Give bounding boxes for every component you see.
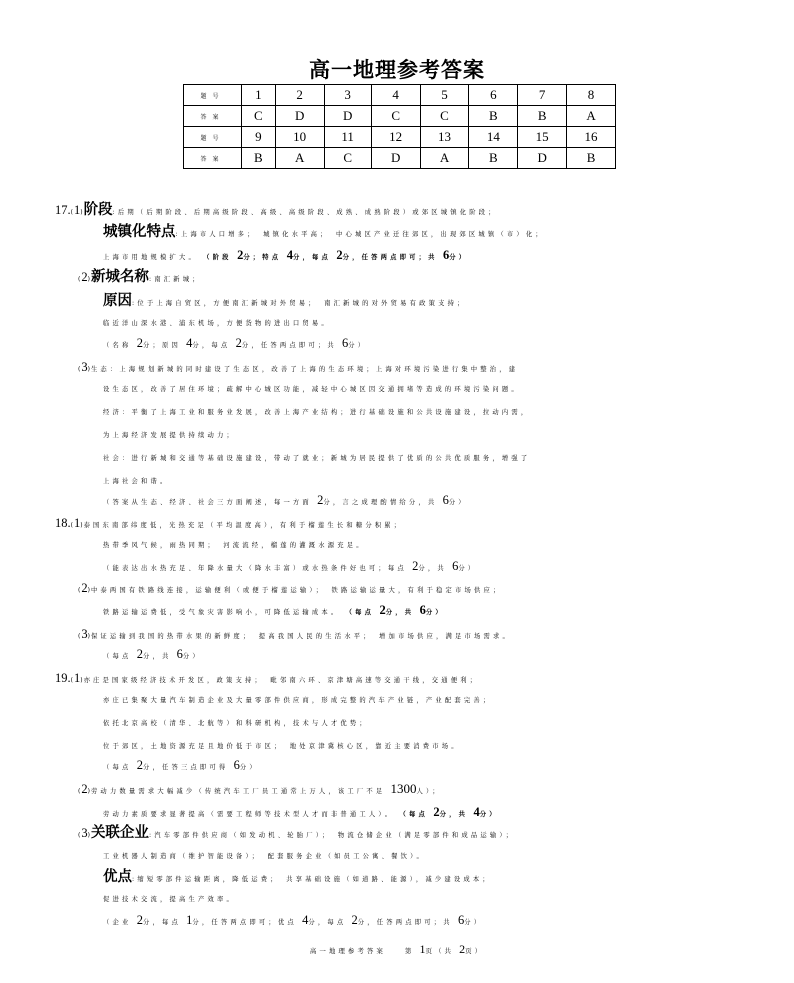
- answer-text: 热带季风气候，雨热同期； 河流流经，榴莲的灌溉水源充足。: [103, 542, 366, 549]
- page-footer: 高一地理参考答案 第 1页（共 2页）: [309, 942, 485, 956]
- score-note: （名称 2分；原因 4分，每点 2分，任答两点即可；共 6分）: [103, 336, 368, 350]
- answer-text: 工业机器人制造商（维护智能设备）； 配套服务企业（如员工公寓、餐饮）。: [103, 853, 426, 860]
- answer-cell: C: [371, 106, 420, 127]
- heading-urbanization: 城镇化特点: [103, 223, 176, 240]
- question-number: 14: [469, 127, 518, 148]
- answer-text: 铁路运输运费低，受气象灾害影响小，可降低运输成本。: [103, 609, 341, 616]
- answer-text: :缩短零部件运输距离，降低运费； 共享基础设施（如道路、能源），减少建设成本；: [132, 876, 492, 883]
- answer-cell: A: [275, 148, 324, 169]
- answer-text: 亦庄是国家级经济技术开发区，政策支持； 毗邻南六环、京津塘高速等交通干线，交通便利；: [83, 677, 480, 684]
- question-number-17: 17.: [55, 203, 71, 217]
- answer-cell: D: [518, 148, 567, 169]
- answer-text: 上海社会和谐。: [103, 478, 170, 485]
- answer-cell: B: [518, 106, 567, 127]
- question-number: 9: [242, 127, 276, 148]
- answer-cell: A: [567, 106, 616, 127]
- q19-p1-line1: 19.(1)亦庄是国家级经济技术开发区，政策支持； 毗邻南六环、京津塘高速等交通干线，交通便利；: [55, 671, 480, 685]
- answer-text: :汽车零部件供应商（如发动机、轮胎厂）； 物流仓储企业（满足零部件和成品运输）；: [148, 832, 516, 839]
- row-label-question: 题号: [184, 85, 242, 106]
- score-note: （每点 2分，共 4分）: [399, 805, 499, 819]
- answer-cell: D: [275, 106, 324, 127]
- question-number: 4: [371, 85, 420, 106]
- heading-related-companies: 关联企业: [90, 824, 149, 841]
- q19-p3-line3: [103, 870, 492, 887]
- answer-text: 人）；: [416, 788, 442, 795]
- row-label-answer: 答案: [184, 148, 242, 169]
- sub-question-label: 3: [81, 627, 88, 641]
- answer-text: 为上海经济发展提供持续动力；: [103, 432, 236, 439]
- answer-text: 依托北京高校（清华、北航等）和科研机构，技术与人才优势；: [103, 720, 369, 727]
- q17-p2-line3: [103, 317, 331, 331]
- score-note: （每点 2分，任答三点即可得 6分）: [103, 758, 259, 772]
- table-row: [184, 106, 616, 127]
- heading-stage: 阶段: [83, 201, 113, 218]
- question-number: 10: [275, 127, 324, 148]
- question-number-19: 19.: [55, 671, 71, 685]
- answer-text: 社会：进行新城和交通等基础设施建设，带动了就业；新城为居民提供了优质的公共优质服务，增强了: [103, 455, 531, 462]
- answer-cell: C: [242, 106, 276, 127]
- question-number: 5: [420, 85, 469, 106]
- sub-question-label: 1: [73, 203, 81, 217]
- question-number: 8: [567, 85, 616, 106]
- sub-question-label: 3: [81, 360, 88, 374]
- sub-question-label: 3: [81, 826, 88, 840]
- sub-question-label: 2: [81, 782, 88, 796]
- answer-text: 促进技术交流，提高生产效率。: [103, 896, 236, 903]
- answer-cell: B: [469, 106, 518, 127]
- question-number-18: 18.: [55, 516, 71, 530]
- answer-text: 临近洋山深水港、浦东机场，方便货物的进出口贸易。: [103, 320, 331, 327]
- answer-text: 上海市用地规模扩大。: [103, 254, 198, 261]
- question-number: 16: [567, 127, 616, 148]
- table-row: [184, 85, 616, 106]
- q18-p3-line1: (3)保证运输到我国的热带水果的新鲜度； 提高我国人民的生活水平； 增加市场供应，满足市场需求。: [78, 627, 512, 641]
- score-note: （阶段 2分；特点 4分，每点 2分，任答两点即可；共 6分）: [203, 248, 469, 262]
- answer-text: 亦庄已集聚大量汽车制造企业及大量零部件供应商，形成完整的汽车产业链，产业配套完善；: [103, 697, 493, 704]
- row-label-question: 题号: [184, 127, 242, 148]
- answer-text: 经济：平衡了上海工业和服务业发展，改善上海产业结构；进行基础设施和公共设施建设，拉动内需，: [103, 409, 531, 416]
- q17-p2-line1: (2)新城名称:南汇新城；: [78, 268, 202, 285]
- answer-cell: D: [324, 106, 371, 127]
- heading-new-city: 新城名称: [90, 268, 149, 285]
- answer-text: 设生态区，改善了居住环境；疏解中心城区功能，减轻中心城区因交通拥堵等造成的环境污染问题。: [103, 386, 521, 393]
- answer-text: 劳动力数量需求大幅减少（传统汽车工厂员工通常上万人，该工厂不足: [90, 788, 391, 795]
- question-number: 7: [518, 85, 567, 106]
- page-title: 高一地理参考答案: [309, 57, 485, 82]
- row-label-answer: 答案: [184, 106, 242, 127]
- q19-p2-line2: [103, 805, 499, 822]
- score-note: （企业 2分，每点 1分，任答两点即可；优点 4分，每点 2分，任答两点即可；共 6分）: [103, 913, 484, 927]
- answer-text: 保证运输到我国的热带水果的新鲜度； 提高我国人民的生活水平； 增加市场供应，满足市场需求。: [90, 633, 512, 640]
- score-note: （每点 2分，共 6分）: [345, 603, 445, 617]
- question-number: 13: [420, 127, 469, 148]
- score-note: （答案从生态、经济、社会三方面阐述，每一方面 2分，言之成理酌情给分，共 6分）: [103, 493, 468, 507]
- answer-cell: B: [242, 148, 276, 169]
- question-number: 11: [324, 127, 371, 148]
- q17-p1-line1: 17.(1)阶段:后期（后期阶段、后期高级阶段、高级、高级阶段、成熟、成熟阶段）或郊区城镇化阶段；: [55, 201, 498, 218]
- score-note: （能表达出水热充足、年降水量大（降水丰富）或水热条件好也可；每点 2分，共 6分）: [103, 559, 478, 573]
- q19-p3-line1: (3)关联企业:汽车零部件供应商（如发动机、轮胎厂）； 物流仓储企业（满足零部件和成品运输）；: [78, 824, 516, 841]
- worker-count: 1300: [390, 781, 417, 796]
- question-number: 3: [324, 85, 371, 106]
- q17-p1-line3: [103, 248, 468, 265]
- q18-p2-line1: (2)中泰两国有铁路线连接，运输便利（或便于榴莲运输）； 铁路运输运量大，有利于稳定市场供应；: [78, 581, 503, 595]
- answer-cell: A: [420, 148, 469, 169]
- sub-question-label: 1: [73, 516, 81, 530]
- q17-p3-line1: (3)生态：上海规划新城的同时建设了生态区，改善了上海的生态环境；上海对环境污染进行集中整治，建: [78, 360, 519, 374]
- answer-table: [183, 84, 616, 169]
- answer-cell: C: [324, 148, 371, 169]
- sub-question-label: 2: [81, 581, 88, 595]
- question-number: 1: [242, 85, 276, 106]
- heading-reason: 原因: [103, 292, 132, 309]
- q18-p1-line1: 18.(1)泰国东南部纬度低，光热充足（平均温度高），有利于榴莲生长和糖分积累；: [55, 516, 404, 530]
- answer-text: :南汇新城；: [148, 276, 202, 283]
- question-number: 12: [371, 127, 420, 148]
- heading-advantages: 优点: [103, 868, 132, 885]
- question-number: 6: [469, 85, 518, 106]
- answer-cell: C: [420, 106, 469, 127]
- answer-cell: B: [469, 148, 518, 169]
- table-row: [184, 148, 616, 169]
- q18-p2-line2: [103, 603, 445, 620]
- answer-text: :位于上海自贸区，方便南汇新城对外贸易； 南汇新城的对外贸易有政策支持；: [132, 300, 467, 307]
- answer-text: 中泰两国有铁路线连接，运输便利（或便于榴莲运输）； 铁路运输运量大，有利于稳定市场供应；: [90, 587, 503, 594]
- answer-cell: B: [567, 148, 616, 169]
- score-note: （每点 2分，共 6分）: [103, 647, 202, 661]
- sub-question-label: 1: [73, 671, 81, 685]
- answer-text: 泰国东南部纬度低，光热充足（平均温度高），有利于榴莲生长和糖分积累；: [83, 522, 404, 529]
- q17-p2-line2: [103, 294, 467, 311]
- answer-text: :后期（后期阶段、后期高级阶段、高级、高级阶段、成熟、成熟阶段）或郊区城镇化阶段；: [112, 209, 498, 216]
- sub-question-label: 2: [81, 270, 88, 284]
- answer-text: 生态：上海规划新城的同时建设了生态区，改善了上海的生态环境；上海对环境污染进行集中整治，建: [90, 366, 519, 373]
- question-number: 2: [275, 85, 324, 106]
- answer-text: 位于郊区，土地资源充足且地价低于市区； 地处京津冀核心区，靠近主要消费市场。: [103, 743, 461, 750]
- table-row: [184, 127, 616, 148]
- q17-p1-line2: [103, 225, 545, 242]
- question-number: 15: [518, 127, 567, 148]
- answer-text: :上海市人口增多； 城镇化水平高； 中心城区产业迁往郊区，出现郊区城镇（市）化；: [175, 231, 545, 238]
- answer-cell: D: [371, 148, 420, 169]
- q19-p2-line1: (2)劳动力数量需求大幅减少（传统汽车工厂员工通常上万人，该工厂不足 1300人）；: [78, 781, 442, 796]
- answer-text: 劳动力素质要求显著提高（需要工程师等技术型人才而非普通工人）。: [103, 811, 395, 818]
